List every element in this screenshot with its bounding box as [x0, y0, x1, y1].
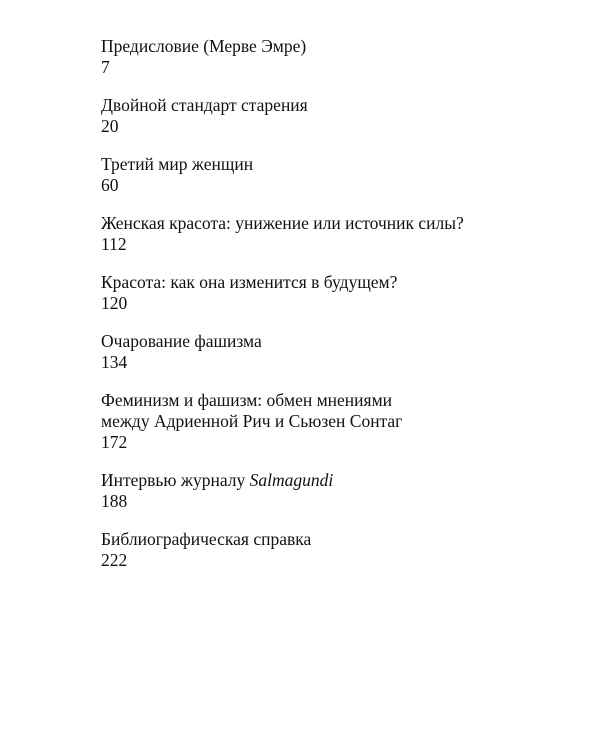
- toc-entry: [101, 331, 561, 373]
- toc-entry-title: Двойной стандарт старения: [101, 95, 308, 115]
- toc-entry-title: Предисловие (Мерве Эмре): [101, 36, 307, 56]
- toc-entry-page: 188: [101, 491, 128, 511]
- toc-entry-title: Феминизм и фашизм: обмен мнениями: [101, 390, 393, 410]
- toc-entry-title: Очарование фашизма: [101, 331, 262, 351]
- toc-entry-title: Библиографическая справка: [101, 529, 312, 549]
- toc-entry-page: 120: [101, 293, 128, 313]
- toc-entry: [101, 529, 561, 571]
- toc-entry: [101, 470, 561, 512]
- toc-entry-page: 60: [101, 175, 119, 195]
- toc-entry-title-italic: Salmagundi: [249, 470, 334, 490]
- toc-entry-page: 20: [101, 116, 119, 136]
- toc-entry-title: Красота: как она изменится в будущем?: [101, 272, 398, 292]
- toc-entry-title: Женская красота: унижение или источник силы?: [101, 213, 464, 233]
- toc-entry-title-wrap: [101, 470, 561, 491]
- toc-entry-page: 112: [101, 234, 127, 254]
- table-of-contents: [101, 36, 561, 588]
- toc-entry: [101, 154, 561, 196]
- toc-entry-title-line2: между Адриенной Рич и Сьюзен Сонтаг: [101, 411, 403, 431]
- toc-entry-page: 134: [101, 352, 128, 372]
- toc-entry-page: 222: [101, 550, 128, 570]
- toc-entry-page: 7: [101, 57, 110, 77]
- toc-entry-title: Третий мир женщин: [101, 154, 254, 174]
- toc-entry: [101, 390, 561, 453]
- toc-entry: [101, 95, 561, 137]
- toc-entry: [101, 213, 561, 255]
- toc-entry-title: Интервью журналу: [101, 470, 250, 490]
- toc-entry-page: 172: [101, 432, 128, 452]
- toc-entry: [101, 36, 561, 78]
- toc-entry: [101, 272, 561, 314]
